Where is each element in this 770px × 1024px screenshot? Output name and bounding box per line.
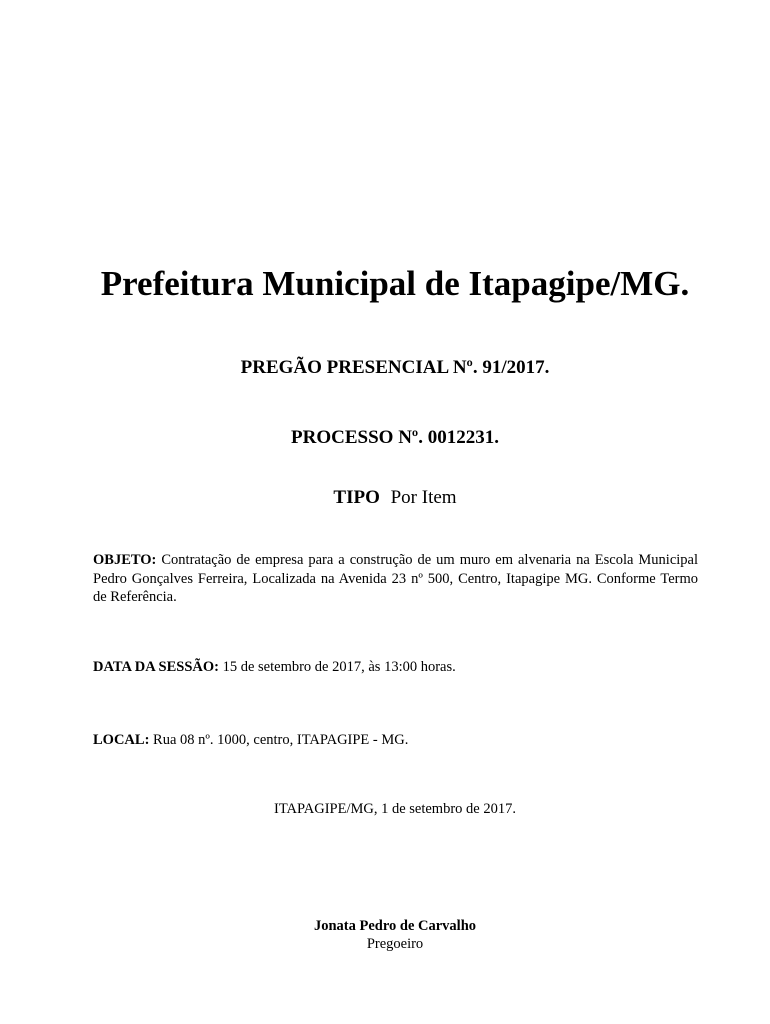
objeto-paragraph (93, 551, 698, 607)
data-sessao-label: DATA DA SESSÃO: (93, 659, 219, 675)
processo-number: PROCESSO Nº. 0012231. (291, 427, 499, 448)
city-date: ITAPAGIPE/MG, 1 de setembro de 2017. (274, 801, 516, 817)
local-line (93, 731, 698, 749)
tipo-value: Por Item (390, 487, 457, 508)
tipo-label: TIPO (333, 487, 380, 508)
local-label: LOCAL: (93, 732, 150, 748)
signer-name: Jonata Pedro de Carvalho (313, 918, 477, 934)
signer-role: Pregoeiro (366, 936, 424, 952)
local-text: Rua 08 nº. 1000, centro, ITAPAGIPE - MG. (153, 732, 409, 748)
pregao-number: PREGÃO PRESENCIAL Nº. 91/2017. (240, 357, 550, 378)
document-title: Prefeitura Municipal de Itapagipe/MG. (100, 264, 690, 303)
data-sessao-line (93, 658, 698, 676)
data-sessao-text: 15 de setembro de 2017, às 13:00 horas. (222, 659, 456, 675)
objeto-label: OBJETO: (93, 552, 157, 568)
objeto-text: Contratação de empresa para a construção de um muro em alvenaria na Escola Municipal Pedro Gonçalves Ferreira, Localizada na Avenida 23 nº 500, Centro, Itapagipe MG. Conforme Termo de Referência. (93, 552, 698, 605)
tipo-line (0, 486, 770, 510)
